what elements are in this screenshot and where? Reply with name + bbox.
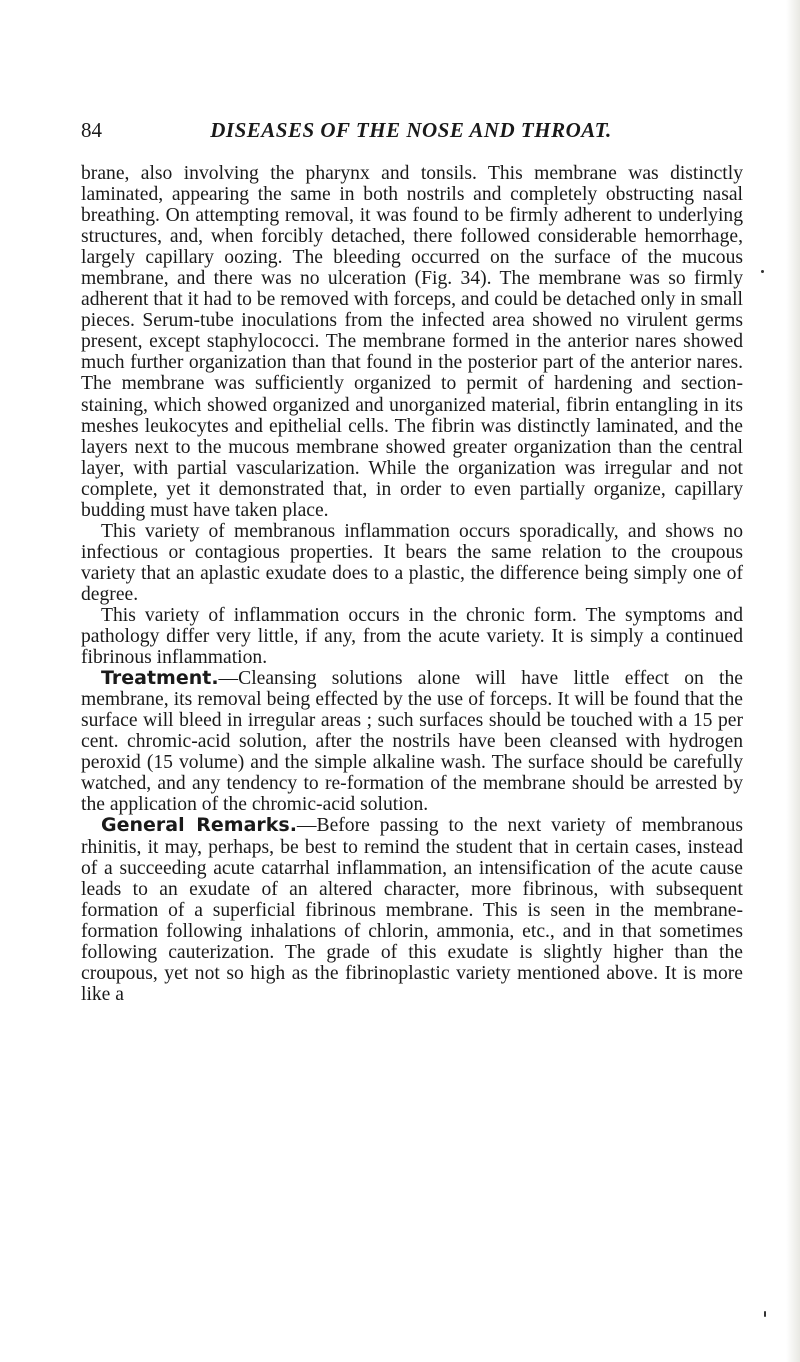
paragraph: This variety of membranous inflammation occurs sporadically, and shows no infectious or contagious properties. It bears the same relation to the croupous variety that an aplastic exudate does to a plastic, the difference being simply one of degree.	[81, 520, 743, 605]
page-number: 84	[81, 118, 102, 142]
treatment-paragraph	[81, 668, 743, 815]
page-header	[81, 115, 741, 145]
paragraph: This variety of inflammation occurs in the chronic form. The symptoms and pathology differ very little, if any, from the acute variety. It is simply a continued fibrinous inflammation.	[81, 604, 743, 669]
treatment-heading: Treatment.	[101, 667, 219, 690]
general-remarks-text: —Before passing to the next variety of membranous rhinitis, it may, perhaps, be best to remind the student that in certain cases, instead of a succeeding acute catarrhal inflammation, an intensification of the acute cause leads to an exudate of an altered character, more fibrinous, with subsequent formation of a superficial fibrinous membrane. This is seen in the membrane-formation following inhalations of chlorin, ammonia, etc., and in that sometimes following cauterization. The grade of this exudate is slightly higher than the croupous, yet not so high as the fibrinoplastic variety mentioned above. It is more like a	[81, 815, 743, 1005]
scan-speck	[764, 1311, 766, 1317]
general-remarks-paragraph	[81, 815, 743, 1004]
treatment-text: —Cleansing solutions alone will have little effect on the membrane, its removal being effected by the use of forceps. It will be found that the surface will bleed in irregular areas ; such surfaces should be touched with a 15 per cent. chromic-acid solution, after the nostrils have been cleansed with hydrogen peroxid (15 volume) and the simple alkaline wash. The surface should be carefully watched, and any tendency to re-formation of the membrane should be arrested by the application of the chromic-acid solution.	[81, 668, 743, 816]
general-remarks-heading: General Remarks.	[101, 814, 297, 837]
scan-speck	[761, 270, 764, 273]
running-head: DISEASES OF THE NOSE AND THROAT.	[210, 118, 612, 142]
body-text	[81, 163, 743, 1005]
paragraph-continued: brane, also involving the pharynx and tonsils. This membrane was distinctly laminated, appearing the same in both nostrils and completely obstructing nasal breathing. On attempting removal, it was found to be firmly adherent to underlying structures, and, when forcibly detached, there followed considerable hemorrhage, largely capillary oozing. The bleeding occurred on the surface of the mucous membrane, and there was no ulceration (Fig. 34). The membrane was so firmly adherent that it had to be removed with forceps, and could be detached only in small pieces. Serum-tube inoculations from the infected area showed no virulent germs present, except staphylococci. The membrane formed in the anterior nares showed much further organization than that found in the posterior part of the anterior nares. The membrane was sufficiently organized to permit of hardening and section-staining, which showed organized and unorganized material, fibrin entangling in its meshes leukocytes and epithelial cells. The fibrin was distinctly laminated, and the layers next to the mucous membrane showed greater organization than the central layer, with partial vascularization. While the organization was irregular and not complete, yet it demonstrated that, in order to even partially organize, capillary budding must have taken place.	[81, 163, 743, 521]
page-edge-shadow	[786, 0, 800, 1362]
